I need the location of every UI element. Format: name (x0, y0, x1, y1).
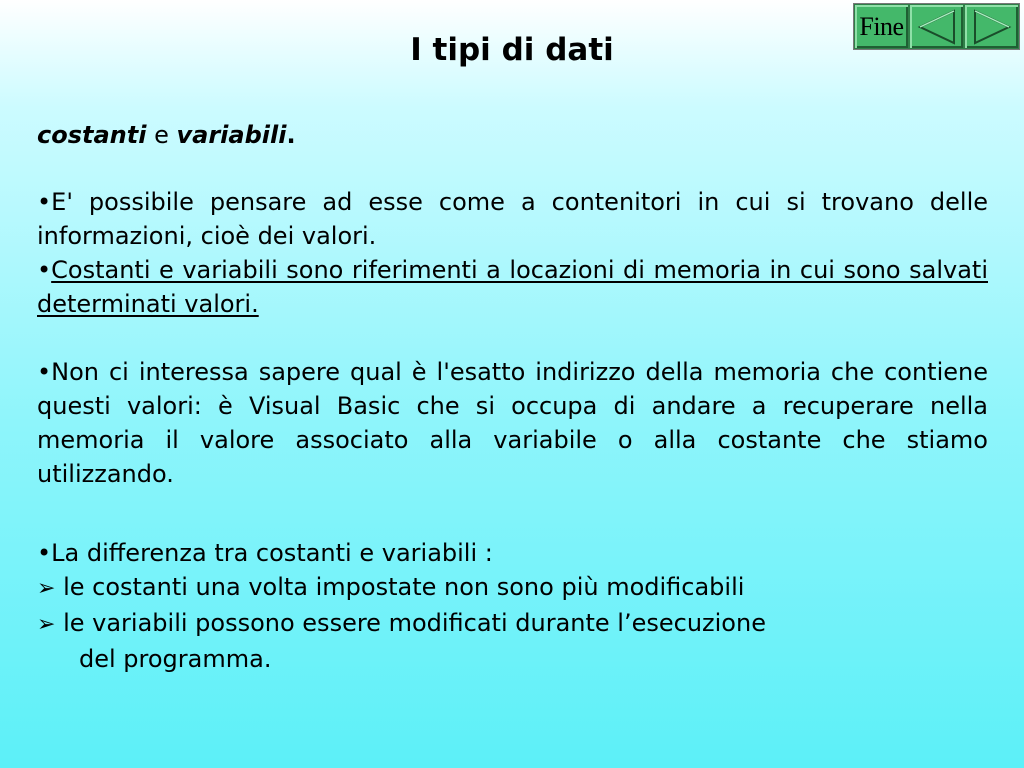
bullet-text: E' possibile pensare ad esse come a contenitori in cui si trovano delle informazioni, cioè dei valori. (37, 188, 988, 250)
difference-item-continuation: del programma. (79, 645, 272, 673)
differences-intro (37, 536, 766, 570)
difference-item-text: le variabili possono essere modificati durante l’esecuzione (63, 609, 766, 637)
bullet-memory-references (37, 253, 988, 321)
bullet-marker: • (37, 256, 52, 284)
difference-item-variabili (37, 606, 766, 642)
arrow-bullet-icon: ➢ (37, 576, 56, 601)
difference-item-costanti (37, 570, 766, 606)
bullet-memory-address (37, 355, 988, 491)
bullet-differences (37, 536, 766, 676)
slide-title: I tipi di dati (410, 32, 614, 68)
fine-label: Fine (859, 11, 904, 41)
bullet-marker: • (37, 358, 52, 386)
subtitle-period: . (286, 121, 296, 149)
bullet-marker: • (37, 539, 52, 567)
difference-item-text: le costanti una volta impostate non sono più modificabili (63, 573, 745, 601)
bullet-marker: • (37, 188, 52, 216)
subtitle-term-variabili: variabili (176, 121, 287, 149)
subtitle-conjunction: e (146, 121, 177, 149)
subtitle-term-costanti: costanti (37, 121, 147, 149)
bullet-text-underlined: Costanti e variabili sono riferimenti a locazioni di memoria in cui sono salvati determinati valori. (37, 256, 988, 318)
slide-subtitle (37, 118, 988, 152)
differences-intro-text: La differenza tra costanti e variabili : (51, 539, 493, 567)
bullet-text: Non ci interessa sapere qual è l'esatto indirizzo della memoria che contiene questi valori: è Visual Basic che si occupa di andare a recuperare nella memoria il valore associato alla variabile o alla costante che stiamo utilizzando. (37, 358, 988, 488)
bullet-containers (37, 185, 988, 253)
arrow-bullet-icon: ➢ (37, 612, 56, 637)
